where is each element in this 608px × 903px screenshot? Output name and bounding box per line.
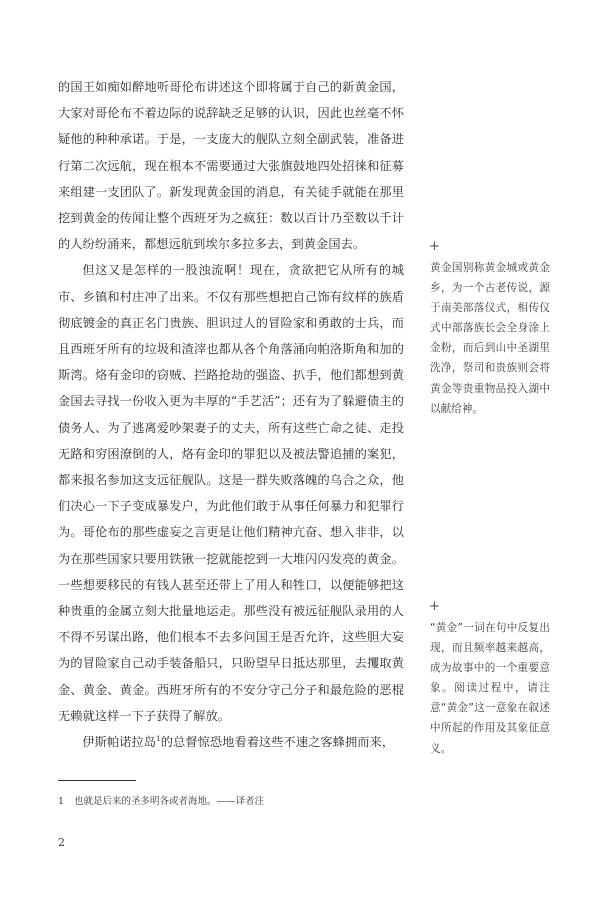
footnote-text: 也就是后来的圣多明各或者海地。——译者注 — [74, 796, 265, 807]
footnote-number: 1 — [58, 796, 65, 807]
paragraph-2: 但这又是怎样的一股浊流啊！现在，贪欲把它从所有的城市、乡镇和村庄冲了出来。不仅有那些想把自己饰有纹样的族盾彻底镀金的真正名门贵族、胆识过人的冒险家和勇敢的士兵，而且西班牙所有的垃圾和渣滓也都从各个角落涌向帕洛斯角和加的斯湾。烙有金印的窃贼、拦路抢劫的强盗、扒手，他们都想到黄金国去寻找一份收入更为丰厚的“手艺活”；还有为了躲避债主的债务人、为了逃离爱吵架妻子的丈夫，所有这些亡命之徒、走投无路和穷困潦倒的人，烙有金印的罪犯以及被法警追捕的案犯，都来报名参加这支远征舰队。这是一群失败落魄的乌合之众，他们决心一下子变成暴发户，为此他们敢于从事任何暴力和犯罪行为。哥伦布的那些虚妄之言更是让他们精神亢奋、想入非非，以为在那些国家只要用铁锹一挖就能挖到一大堆闪闪发亮的黄金。一些想要移民的有钱人甚至还带上了用人和牲口，以便能够把这种贵重的金属立刻大批量地运走。那些没有被远征舰队录用的人不得不另谋出路，他们根本不去多问国王是否允许，这些胆大妄为的冒险家自己动手装备船只，只盼望早日抵达那里，去攫取黄金、黄金、黄金。西班牙所有的不安分守己分子和最危险的恶棍无赖就这样一下子获得了解放。 — [58, 263, 404, 723]
paragraph-3-lead: 伊斯帕诺拉岛 — [82, 735, 157, 750]
side-note-el-dorado — [430, 240, 550, 419]
plus-icon: + — [429, 599, 440, 614]
paragraph-1: 的国王如痴如醉地听哥伦布讲述这个即将属于自己的新黄金国，大家对哥伦布不着边际的说辞缺乏足够的认识，因此也丝毫不怀疑他的种种承诺。于是，一支庞大的舰队立刻全副武装，准备进行第二次远航，现在根本不需要通过大张旗鼓地四处招徕和征募来组建一支团队了。新发现黄金国的消息，有关徒手就能在那里挖到黄金的传闻让整个西班牙为之疯狂：数以百计乃至数以千计的人纷纷涌来，都想远航到埃尔多拉多去，到黄金国去。 — [58, 80, 404, 252]
footnote-divider — [58, 780, 136, 781]
paragraph-3-rest: 的总督惊恐地看着这些不速之客蜂拥而来， — [160, 735, 395, 750]
plus-icon: + — [429, 239, 440, 254]
side-note-text: “黄金”一词在句中反复出现，而且频率越来越高，成为故事中的一个重要意象。阅读过程中，请注意“黄金”这一意象在叙述中所起的作用及其象征意义。 — [430, 622, 550, 755]
paragraph-3 — [58, 729, 404, 755]
main-text — [58, 74, 404, 755]
page-number: 2 — [58, 836, 65, 849]
footnote-reference[interactable]: 1 — [156, 735, 161, 744]
side-note-gold-imagery — [430, 600, 550, 759]
side-note-text: 黄金国别称黄金城或黄金乡，为一个古老传说，源于南美部落仪式，相传仪式中部落族长会全身涂上金粉，而后到山中圣湖里洗净，祭司和贵族则会将黄金等贵重物品投入湖中以献给神。 — [430, 262, 550, 415]
footnote — [58, 795, 404, 809]
